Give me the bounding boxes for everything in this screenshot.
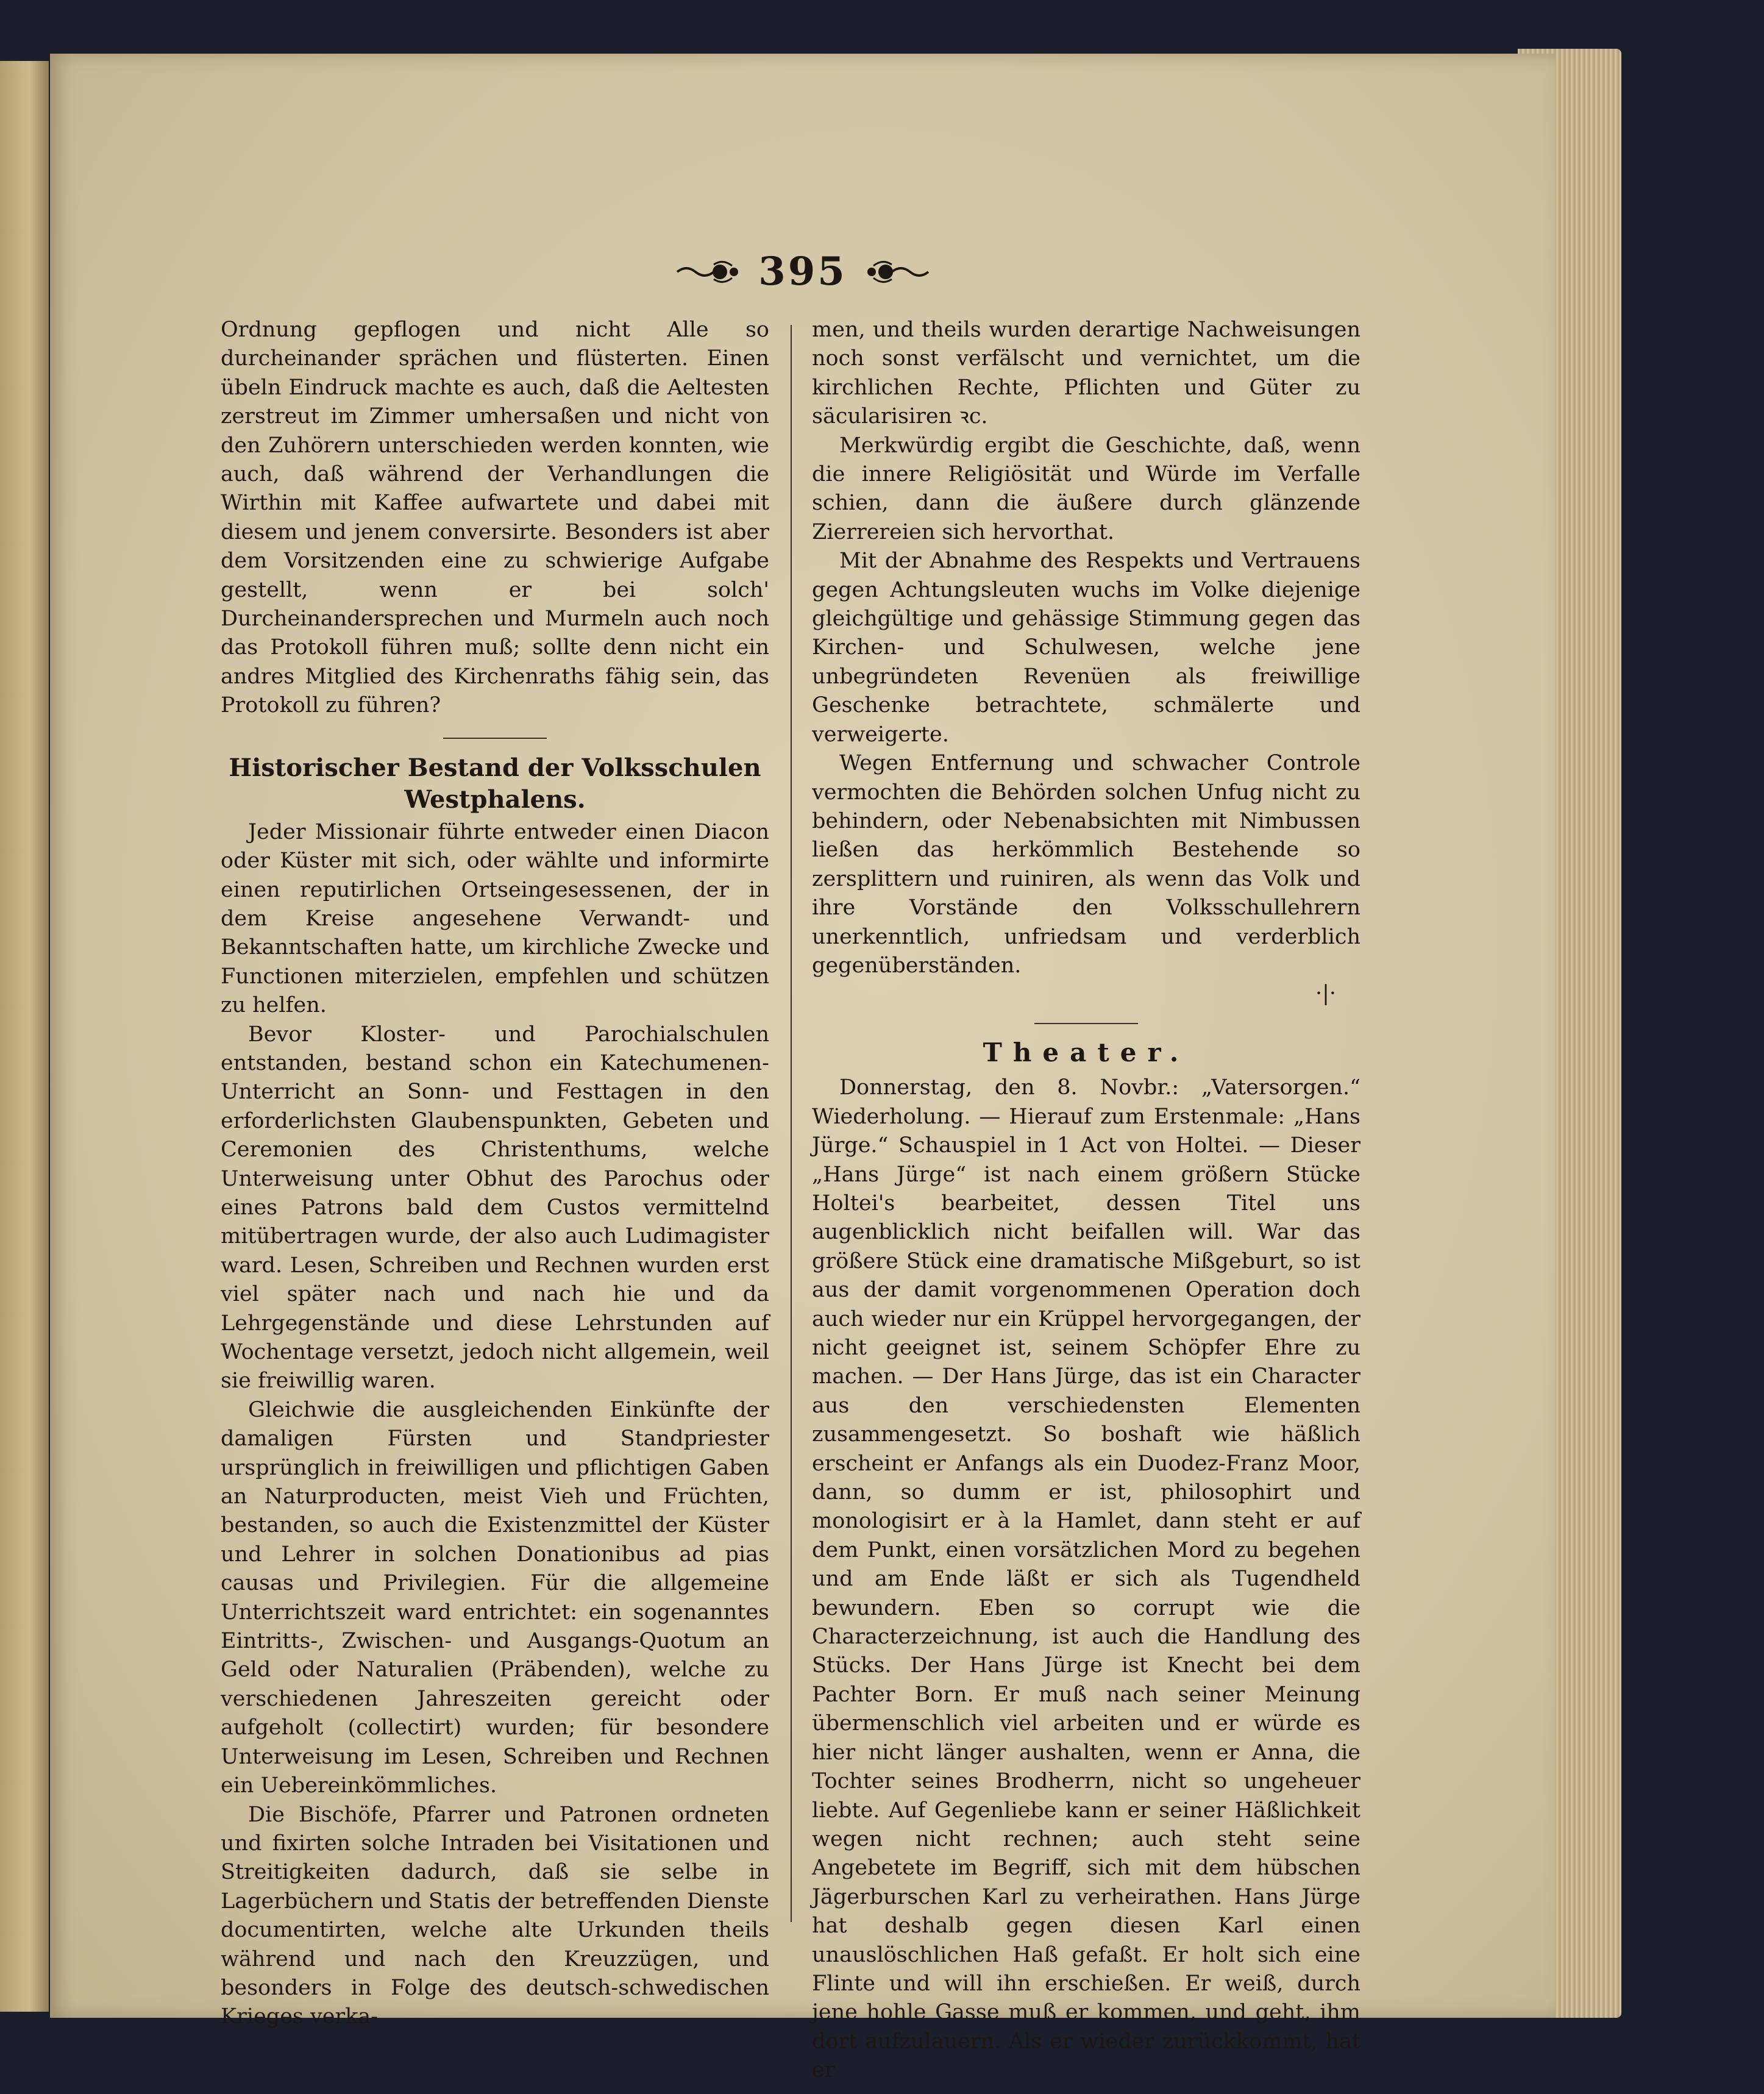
left-column bbox=[221, 316, 769, 2032]
article-paragraph: Wegen Entfernung und schwacher Controle vermochten die Behörden solchen Unfug nicht zu behindern, oder Nebenabsichten mit Nimbussen ließen das herkömmlich Bestehende so zersplittern und ruiniren, als wenn das Volk und ihre Vorstände den Volksschullehrern unerkenntlich, unfriedsam und verderblich gegenüberständen. bbox=[812, 751, 1360, 978]
article-paragraph: Die Bischöfe, Pfarrer und Patronen ordneten und fixirten solche Intraden bei Visitationen und Streitigkeiten dadurch, daß sie selbe in Lagerbüchern und Statis der betreffenden Dienste documentirten, welche alte Urkunden theils während und nach den Kreuzzügen, und besonders in Folge des deutsch-schwedischen Krieges verka- bbox=[221, 1802, 769, 2029]
section-rule bbox=[443, 738, 547, 739]
article-paragraph: Mit der Abnahme des Respekts und Vertrauens gegen Achtungsleuten wuchs im Volke diejenige gleichgültige und gehässige Stimmung gegen das Kirchen- und Schulwesen, welche jene unbegründeten Revenüen als freiwillige Geschenke betrachtete, schmälerte und verweigerte. bbox=[812, 549, 1360, 747]
page-header bbox=[50, 249, 1556, 294]
article-paragraph: Bevor Kloster- und Parochialschulen entstanden, bestand schon ein Katechumenen-Unterricht an Sonn- und Festtagen in den erforderlichsten Glaubenspunkten, Gebeten und Ceremonien des Christenthums, welche Unterweisung unter Obhut des Parochus oder eines Patrons bald dem Custos vermittelnd mitübertragen wurde, der also auch Ludimagister ward. Lesen, Schreiben und Rechnen wurden erst viel später nach und nach hie und da Lehrgegenstände und diese Lehrstunden auf Wochentage versetzt, jedoch nicht allgemein, weil sie freiwillig waren. bbox=[221, 1022, 769, 1394]
column-divider bbox=[791, 325, 792, 1922]
page-number: 395 bbox=[758, 249, 847, 294]
right-column bbox=[812, 316, 1360, 2085]
right-ornament-icon bbox=[864, 260, 931, 284]
article-heading: Historischer Bestand der Volksschulen Westphalens. bbox=[229, 753, 761, 814]
newspaper-page bbox=[50, 54, 1556, 2083]
theater-review-paragraph: Donnerstag, den 8. Novbr.: „Vatersorgen.“ Wiederholung. — Hierauf zum Erstenmale: „Hans Jürge.“ Schauspiel in 1 Act von Holtei. — Dieser „Hans Jürge“ ist nach einem größern Stücke Holtei's bearbeitet, dessen Titel uns augenblicklich nicht beifallen will. War das größere Stück eine dramatische Mißgeburt, so ist aus der damit vorgenommenen Operation doch auch wieder nur ein Krüppel hervorgegangen, der nicht geeignet ist, seinem Schöpfer Ehre zu machen. — Der Hans Jürge, das ist ein Character aus den verschiedensten Elementen zusammengesetzt. So boshaft wie häßlich erscheint er Anfangs als ein Duodez-Franz Moor, dann, so dumm er ist, philosophirt und monologisirt er à la Hamlet, dann steht er auf dem Punkt, einen vorsätzlichen Mord zu begehen und am Ende läßt er sich als Tugendheld bewundern. Eben so corrupt wie die Characterzeichnung, ist auch die Handlung des Stücks. Der Hans Jürge ist Knecht bei dem Pachter Born. Er muß nach seiner Meinung übermenschlich viel arbeiten und er würde es hier nicht länger aushalten, wenn er Anna, die Tochter seines Brodherrn, nicht so ungeheuer liebte. Auf Gegenliebe kann er seiner Häßlichkeit wegen nicht rechnen; auch steht seine Angebetete im Begriff, sich mit dem hübschen Jägerburschen Karl zu verheirathen. Hans Jürge hat deshalb gegen diesen Karl einen unauslöschlichen Haß gefaßt. Er holt sich eine Flinte und will ihn erschießen. Er weiß, durch jene hohle Gasse muß er kommen, und geht, ihm dort aufzulauern. Als er wieder zurückkommt, hat er bbox=[812, 1075, 1360, 2083]
section-rule bbox=[1034, 1023, 1138, 1024]
left-ornament-icon bbox=[674, 260, 741, 284]
article-paragraph: Jeder Missionair führte entweder einen Diacon oder Küster mit sich, oder wählte und informirte einen reputirlichen Ortseingesessenen, der in dem Kreise angesehene Verwandt- und Bekanntschaften hatte, um kirchliche Zwecke und Functionen miterzielen, empfehlen und schützen zu helfen. bbox=[221, 819, 769, 1018]
article-paragraph: Gleichwie die ausgleichenden Einkünfte der damaligen Fürsten und Standpriester ursprünglich in freiwilligen und pflichtigen Gaben an Naturproducten, meist Vieh und Früchten, bestanden, so auch die Existenzmittel der Küster und Lehrer in solchen Donationibus ad pias causas und Privilegien. Für die allgemeine Unterrichtszeit ward entrichtet: ein sogenanntes Eintritts-, Zwischen- und Ausgangs-Quotum an Geld oder Naturalien (Präbenden), welche zu verschiedenen Jahreszeiten gereicht oder aufgeholt (collectirt) wurden; für besondere Unterweisung im Lesen, Schreiben und Rechnen ein Uebereinkömmliches. bbox=[221, 1397, 769, 1798]
theater-heading: Theater. bbox=[983, 1038, 1190, 1068]
left-page-edge bbox=[0, 61, 49, 2012]
author-signature: ·|· bbox=[1315, 981, 1336, 1006]
intro-paragraph: Ordnung gepflogen und nicht Alle so durcheinander sprächen und flüsterten. Einen übeln Eindruck machte es auch, daß die Aeltesten zerstreut im Zimmer umhersaßen und nicht von den Zuhörern unterschieden werden konnten, wie auch, daß während der Verhandlungen die Wirthin mit Kaffee aufwartete und dabei mit diesem und jenem conversirte. Besonders ist aber dem Vorsitzenden eine zu schwierige Aufgabe gestellt, wenn er bei solch' Durcheinandersprechen und Murmeln auch noch das Protokoll führen muß; sollte denn nicht ein andres Mitglied des Kirchenraths fähig sein, das Protokoll zu führen? bbox=[221, 318, 769, 718]
article-paragraph: Merkwürdig ergibt die Geschichte, daß, wenn die innere Religiösität und Würde im Verfalle schien, dann die äußere durch glänzende Zierrereien sich hervorthat. bbox=[812, 433, 1360, 544]
article-paragraph: men, und theils wurden derartige Nachweisungen noch sonst verfälscht und vernichtet, um die kirchlichen Rechte, Pflichten und Güter zu säcularisiren ꝛc. bbox=[812, 318, 1360, 429]
